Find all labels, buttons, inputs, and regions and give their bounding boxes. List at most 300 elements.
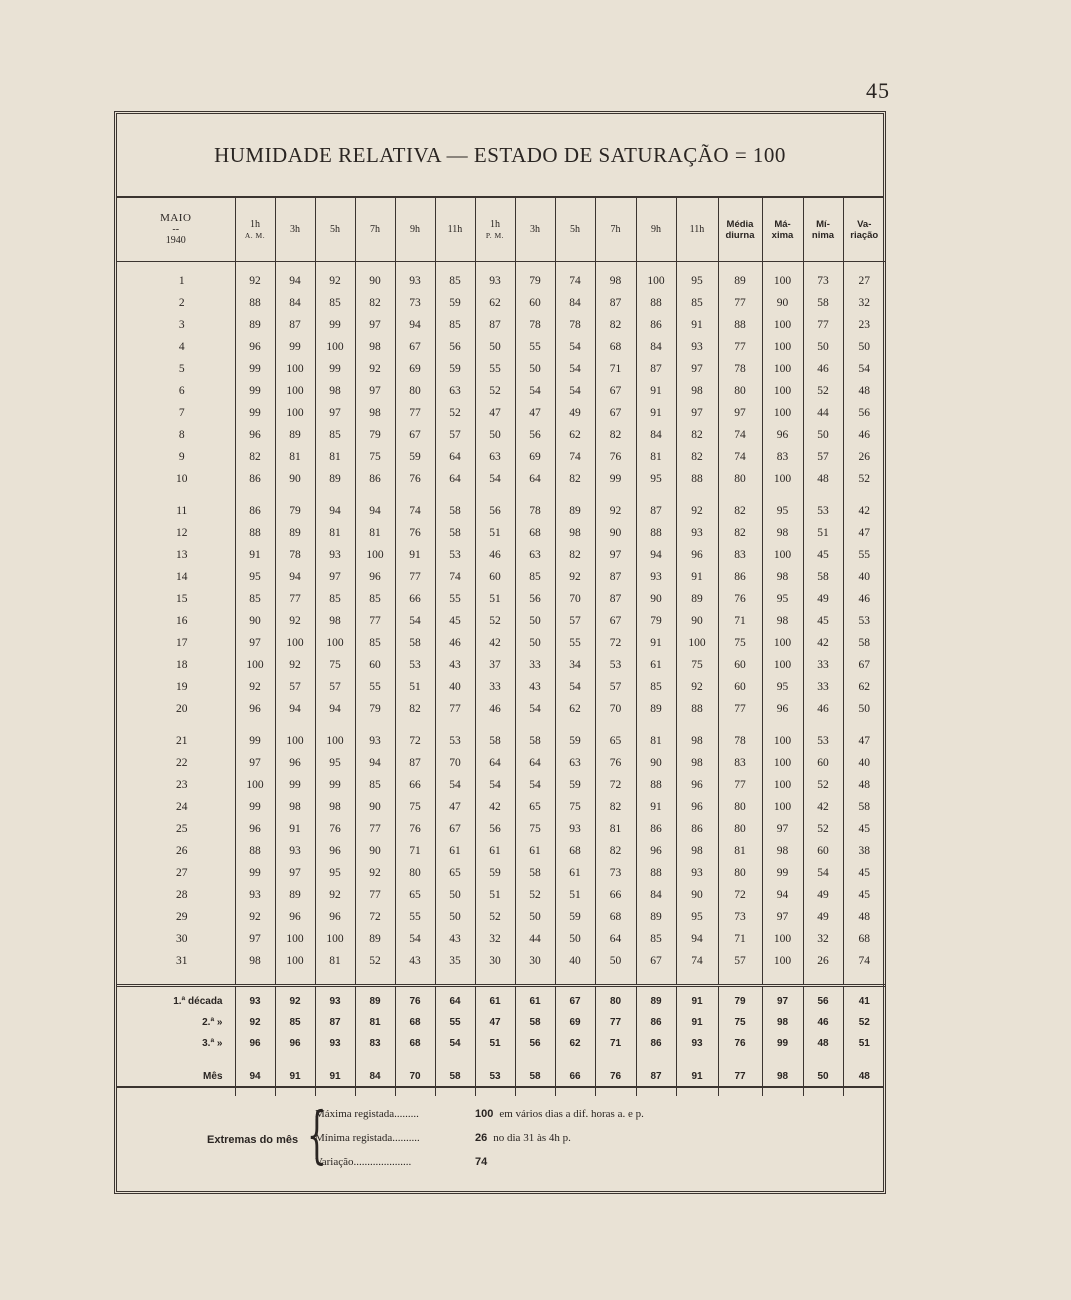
table-cell: 75 [676,654,718,676]
table-cell: 92 [275,610,315,632]
row-label: 26 [176,845,188,857]
table-cell: 54 [515,774,555,796]
table-cell: 100 [762,358,803,380]
table-cell: 56 [475,818,515,840]
table-cell: 93 [315,544,355,566]
table-cell: 96 [235,336,275,358]
table-row [117,796,885,818]
table-cell: 99 [762,1033,803,1054]
table-cell: 44 [803,402,843,424]
table-cell: 93 [676,522,718,544]
table-cell: 96 [235,818,275,840]
spacer-cell [355,1054,395,1064]
table-cell: 95 [676,262,718,293]
table-cell: 58 [515,862,555,884]
table-cell: 89 [555,490,595,522]
table-cell: 59 [475,862,515,884]
humidity-table [117,198,885,1096]
table-cell: 90 [595,522,636,544]
table-cell: 93 [676,862,718,884]
table-cell: 46 [475,698,515,720]
table-cell: 83 [718,544,762,566]
table-cell: 88 [636,522,676,544]
table-cell: 49 [803,906,843,928]
table-cell: 76 [395,991,435,1012]
table-cell: 79 [718,991,762,1012]
table-cell: 94 [762,884,803,906]
table-cell: 99 [235,380,275,402]
table-cell: 94 [275,262,315,293]
table-cell: 100 [762,796,803,818]
table-cell: 85 [355,774,395,796]
table-cell: 57 [803,446,843,468]
table-cell: 44 [515,928,555,950]
table-cell: 94 [355,752,395,774]
table-cell: 74 [676,950,718,986]
table-cell: 52 [803,380,843,402]
table-cell: 93 [395,262,435,293]
header-5am: 5h [315,198,355,262]
table-cell: 77 [718,336,762,358]
table-cell: 56 [515,424,555,446]
table-cell: 93 [676,1033,718,1054]
table-cell: 38 [843,840,885,862]
table-cell: 35 [435,950,475,986]
table-cell: 53 [475,1064,515,1088]
table-cell: 80 [395,380,435,402]
table-cell: 53 [803,490,843,522]
header-9am: 9h [395,198,435,262]
table-cell: 96 [355,566,395,588]
table-cell: 84 [636,884,676,906]
row-label: 9 [178,451,185,463]
table-cell: 100 [762,468,803,490]
table-cell: 100 [762,654,803,676]
table-cell: 50 [515,632,555,654]
spacer-cell [762,1054,803,1064]
table-cell: 55 [355,676,395,698]
table-cell: 100 [762,928,803,950]
table-cell: 52 [435,402,475,424]
header-month: MAIO -- 1940 [117,198,235,262]
table-row [117,632,885,654]
table-cell: 96 [275,906,315,928]
table-cell: 91 [636,632,676,654]
table-cell: 59 [555,720,595,752]
table-cell: 46 [475,544,515,566]
table-cell: 51 [555,884,595,906]
table-cell: 87 [636,490,676,522]
table-cell: 32 [475,928,515,950]
table-cell: 77 [803,314,843,336]
table-row [117,336,885,358]
table-cell: 30 [475,950,515,986]
table-cell: 71 [718,928,762,950]
table-cell: 50 [555,928,595,950]
table-cell: 69 [515,446,555,468]
table-cell: 95 [762,676,803,698]
table-cell: 98 [676,840,718,862]
table-cell: 98 [315,796,355,818]
table-cell: 89 [275,522,315,544]
table-cell: 58 [435,522,475,544]
header-1am: 1h A. M. [235,198,275,262]
table-cell: 64 [435,468,475,490]
extremes-max-row: Máxima registada......... 100 em vários dias a dif. horas a. e p. [315,1108,644,1120]
table-cell: 87 [315,1012,355,1033]
table-cell: 97 [235,632,275,654]
table-cell: 81 [636,720,676,752]
table-cell: 55 [843,544,885,566]
table-cell: 53 [595,654,636,676]
table-cell: 65 [395,884,435,906]
table-cell: 43 [435,928,475,950]
table-cell: 86 [636,314,676,336]
table-cell: 95 [636,468,676,490]
table-row [117,698,885,720]
table-cell: 26 [843,446,885,468]
table-cell: 64 [595,928,636,950]
table-cell: 93 [555,818,595,840]
table-cell: 48 [843,906,885,928]
table-cell: 79 [515,262,555,293]
table-row [117,610,885,632]
table-cell: 72 [718,884,762,906]
table-cell: 81 [315,522,355,544]
table-cell: 61 [475,991,515,1012]
table-cell: 99 [275,774,315,796]
table-cell: 54 [435,1033,475,1054]
table-cell: 91 [275,818,315,840]
row-label: 11 [176,505,188,517]
table-cell: 68 [395,1012,435,1033]
table-cell: 78 [718,358,762,380]
row-label: 29 [176,911,188,923]
table-cell: 68 [555,840,595,862]
table-cell: 42 [475,796,515,818]
table-cell: 81 [355,1012,395,1033]
table-cell: 98 [762,1012,803,1033]
table-cell: 47 [475,402,515,424]
table-cell: 86 [676,818,718,840]
table-cell: 94 [355,490,395,522]
table-cell: 52 [475,906,515,928]
table-cell: 100 [235,654,275,676]
table-cell: 40 [843,752,885,774]
table-cell: 97 [595,544,636,566]
row-label: 3.ª » [202,1038,223,1049]
table-cell: 82 [595,796,636,818]
table-cell: 99 [235,358,275,380]
table-cell: 48 [803,1033,843,1054]
table-cell: 71 [595,1033,636,1054]
spacer-cell [475,1054,515,1064]
table-cell: 93 [315,991,355,1012]
table-cell: 84 [636,336,676,358]
table-cell: 95 [762,490,803,522]
table-cell: 79 [355,424,395,446]
table-cell: 96 [235,1033,275,1054]
table-cell: 77 [355,610,395,632]
table-cell: 65 [595,720,636,752]
table-cell: 55 [395,906,435,928]
table-row [117,522,885,544]
table-cell: 45 [803,544,843,566]
table-cell: 75 [315,654,355,676]
table-cell: 57 [435,424,475,446]
table-cell: 87 [636,1064,676,1088]
table-cell: 87 [595,588,636,610]
table-cell: 55 [435,1012,475,1033]
table-cell: 99 [315,774,355,796]
spacer-cell [395,1054,435,1064]
table-cell: 92 [315,884,355,906]
table-cell: 81 [275,446,315,468]
table-cell: 97 [355,314,395,336]
table-cell: 60 [803,840,843,862]
table-cell: 96 [275,1033,315,1054]
table-cell: 86 [235,490,275,522]
table-cell: 46 [435,632,475,654]
table-cell: 96 [235,424,275,446]
month-row [117,1064,885,1088]
table-cell: 54 [555,358,595,380]
table-cell: 74 [843,950,885,986]
table-cell: 70 [555,588,595,610]
table-cell: 90 [676,884,718,906]
table-cell: 90 [275,468,315,490]
table-cell: 30 [515,950,555,986]
table-cell: 96 [676,774,718,796]
table-cell: 51 [395,676,435,698]
table-cell: 93 [235,884,275,906]
table-cell: 94 [395,314,435,336]
table-cell: 82 [676,446,718,468]
table-cell: 91 [315,1064,355,1088]
table-cell: 92 [235,262,275,293]
table-row [117,566,885,588]
table-cell: 80 [718,468,762,490]
table-cell: 85 [355,588,395,610]
table-cell: 89 [718,262,762,293]
table-cell: 100 [275,720,315,752]
table-cell: 58 [803,292,843,314]
table-cell: 33 [803,676,843,698]
table-cell: 90 [235,610,275,632]
table-cell: 55 [475,358,515,380]
spacer-cell [718,1054,762,1064]
table-cell: 64 [435,991,475,1012]
table-cell: 54 [555,380,595,402]
table-cell: 82 [555,544,595,566]
row-label: 4 [178,341,185,353]
row-label: 8 [178,429,185,441]
table-cell: 100 [762,752,803,774]
row-label: 20 [176,703,188,715]
table-cell: 53 [395,654,435,676]
table-row [117,862,885,884]
table-cell: 32 [803,928,843,950]
table-cell: 60 [718,654,762,676]
row-label: 23 [176,779,188,791]
table-cell: 86 [636,818,676,840]
header-variacao: Va- riação [843,198,885,262]
table-cell: 91 [676,566,718,588]
table-cell: 51 [475,1033,515,1054]
table-cell: 82 [235,446,275,468]
table-cell: 62 [555,1033,595,1054]
table-cell: 95 [235,566,275,588]
header-minima: Mí- nima [803,198,843,262]
table-cell: 90 [676,610,718,632]
header-7am: 7h [355,198,395,262]
table-cell: 100 [762,402,803,424]
table-cell: 78 [515,490,555,522]
table-cell: 64 [435,446,475,468]
table-cell: 77 [718,774,762,796]
table-cell: 48 [803,468,843,490]
table-cell: 49 [803,884,843,906]
table-cell: 98 [235,950,275,986]
brace-icon: { [306,1098,327,1171]
table-cell: 92 [595,490,636,522]
extremes-label: Extremas do mês [207,1134,299,1146]
table-cell: 48 [843,774,885,796]
table-cell: 97 [355,380,395,402]
table-cell: 81 [355,522,395,544]
table-cell: 67 [595,402,636,424]
table-cell: 57 [718,950,762,986]
table-cell: 98 [676,752,718,774]
table-cell: 80 [718,380,762,402]
table-cell: 85 [315,424,355,446]
table-cell: 85 [435,314,475,336]
table-cell: 59 [555,774,595,796]
table-cell: 49 [803,588,843,610]
table-cell: 92 [355,358,395,380]
table-cell: 98 [315,380,355,402]
table-cell: 59 [395,446,435,468]
table-cell: 67 [595,610,636,632]
spacer-cell [595,1054,636,1064]
table-cell: 45 [843,884,885,906]
table-row [117,292,885,314]
table-cell: 68 [515,522,555,544]
table-cell: 61 [555,862,595,884]
table-cell: 81 [718,840,762,862]
table-cell: 69 [395,358,435,380]
table-row [117,884,885,906]
table-cell: 82 [676,424,718,446]
table-cell: 84 [355,1064,395,1088]
table-cell: 93 [475,262,515,293]
table-cell: 57 [315,676,355,698]
table-cell: 92 [235,1012,275,1033]
table-cell: 98 [275,796,315,818]
table-cell: 62 [843,676,885,698]
table-cell: 90 [636,588,676,610]
row-label: 17 [176,637,188,649]
table-row [117,446,885,468]
table-cell: 77 [395,402,435,424]
table-cell: 91 [636,380,676,402]
table-cell: 33 [475,676,515,698]
table-cell: 78 [555,314,595,336]
table-cell: 76 [595,752,636,774]
table-cell: 92 [275,654,315,676]
table-cell: 82 [595,424,636,446]
table-cell: 48 [843,380,885,402]
table-cell: 84 [636,424,676,446]
table-cell: 56 [435,336,475,358]
table-cell: 74 [718,446,762,468]
table-cell: 87 [395,752,435,774]
table-cell: 88 [718,314,762,336]
table-cell: 91 [676,314,718,336]
table-cell: 88 [676,468,718,490]
table-cell: 89 [355,991,395,1012]
spacer-cell [435,1054,475,1064]
row-label: 1 [178,275,185,287]
table-cell: 46 [803,698,843,720]
table-cell: 89 [315,468,355,490]
table-cell: 86 [355,468,395,490]
table-cell: 99 [235,402,275,424]
table-cell: 85 [315,588,355,610]
table-cell: 88 [636,774,676,796]
table-cell: 77 [355,818,395,840]
table-cell: 85 [636,928,676,950]
table-cell: 88 [235,292,275,314]
table-cell: 52 [475,380,515,402]
table-cell: 96 [762,698,803,720]
table-cell: 94 [315,698,355,720]
table-cell: 53 [435,720,475,752]
table-cell: 77 [395,566,435,588]
table-cell: 93 [676,336,718,358]
table-cell: 58 [515,720,555,752]
table-cell: 72 [595,774,636,796]
table-cell: 93 [275,840,315,862]
table-cell: 97 [315,566,355,588]
table-cell: 100 [676,632,718,654]
table-cell: 48 [843,1064,885,1088]
table-cell: 58 [515,1012,555,1033]
row-label: 3 [178,319,185,331]
table-cell: 68 [843,928,885,950]
spacer-cell [235,1054,275,1064]
table-cell: 85 [636,676,676,698]
table-cell: 87 [595,566,636,588]
table-cell: 100 [636,262,676,293]
table-cell: 80 [595,991,636,1012]
table-cell: 34 [555,654,595,676]
table-cell: 84 [555,292,595,314]
row-label: 24 [176,801,188,813]
table-cell: 60 [475,566,515,588]
table-cell: 75 [555,796,595,818]
table-cell: 95 [315,862,355,884]
table-cell: 76 [395,468,435,490]
table-cell: 97 [676,402,718,424]
table-cell: 77 [275,588,315,610]
table-cell: 75 [718,632,762,654]
table-cell: 85 [355,632,395,654]
table-cell: 77 [595,1012,636,1033]
table-cell: 100 [275,632,315,654]
row-label: 31 [176,955,188,967]
table-cell: 52 [843,1012,885,1033]
